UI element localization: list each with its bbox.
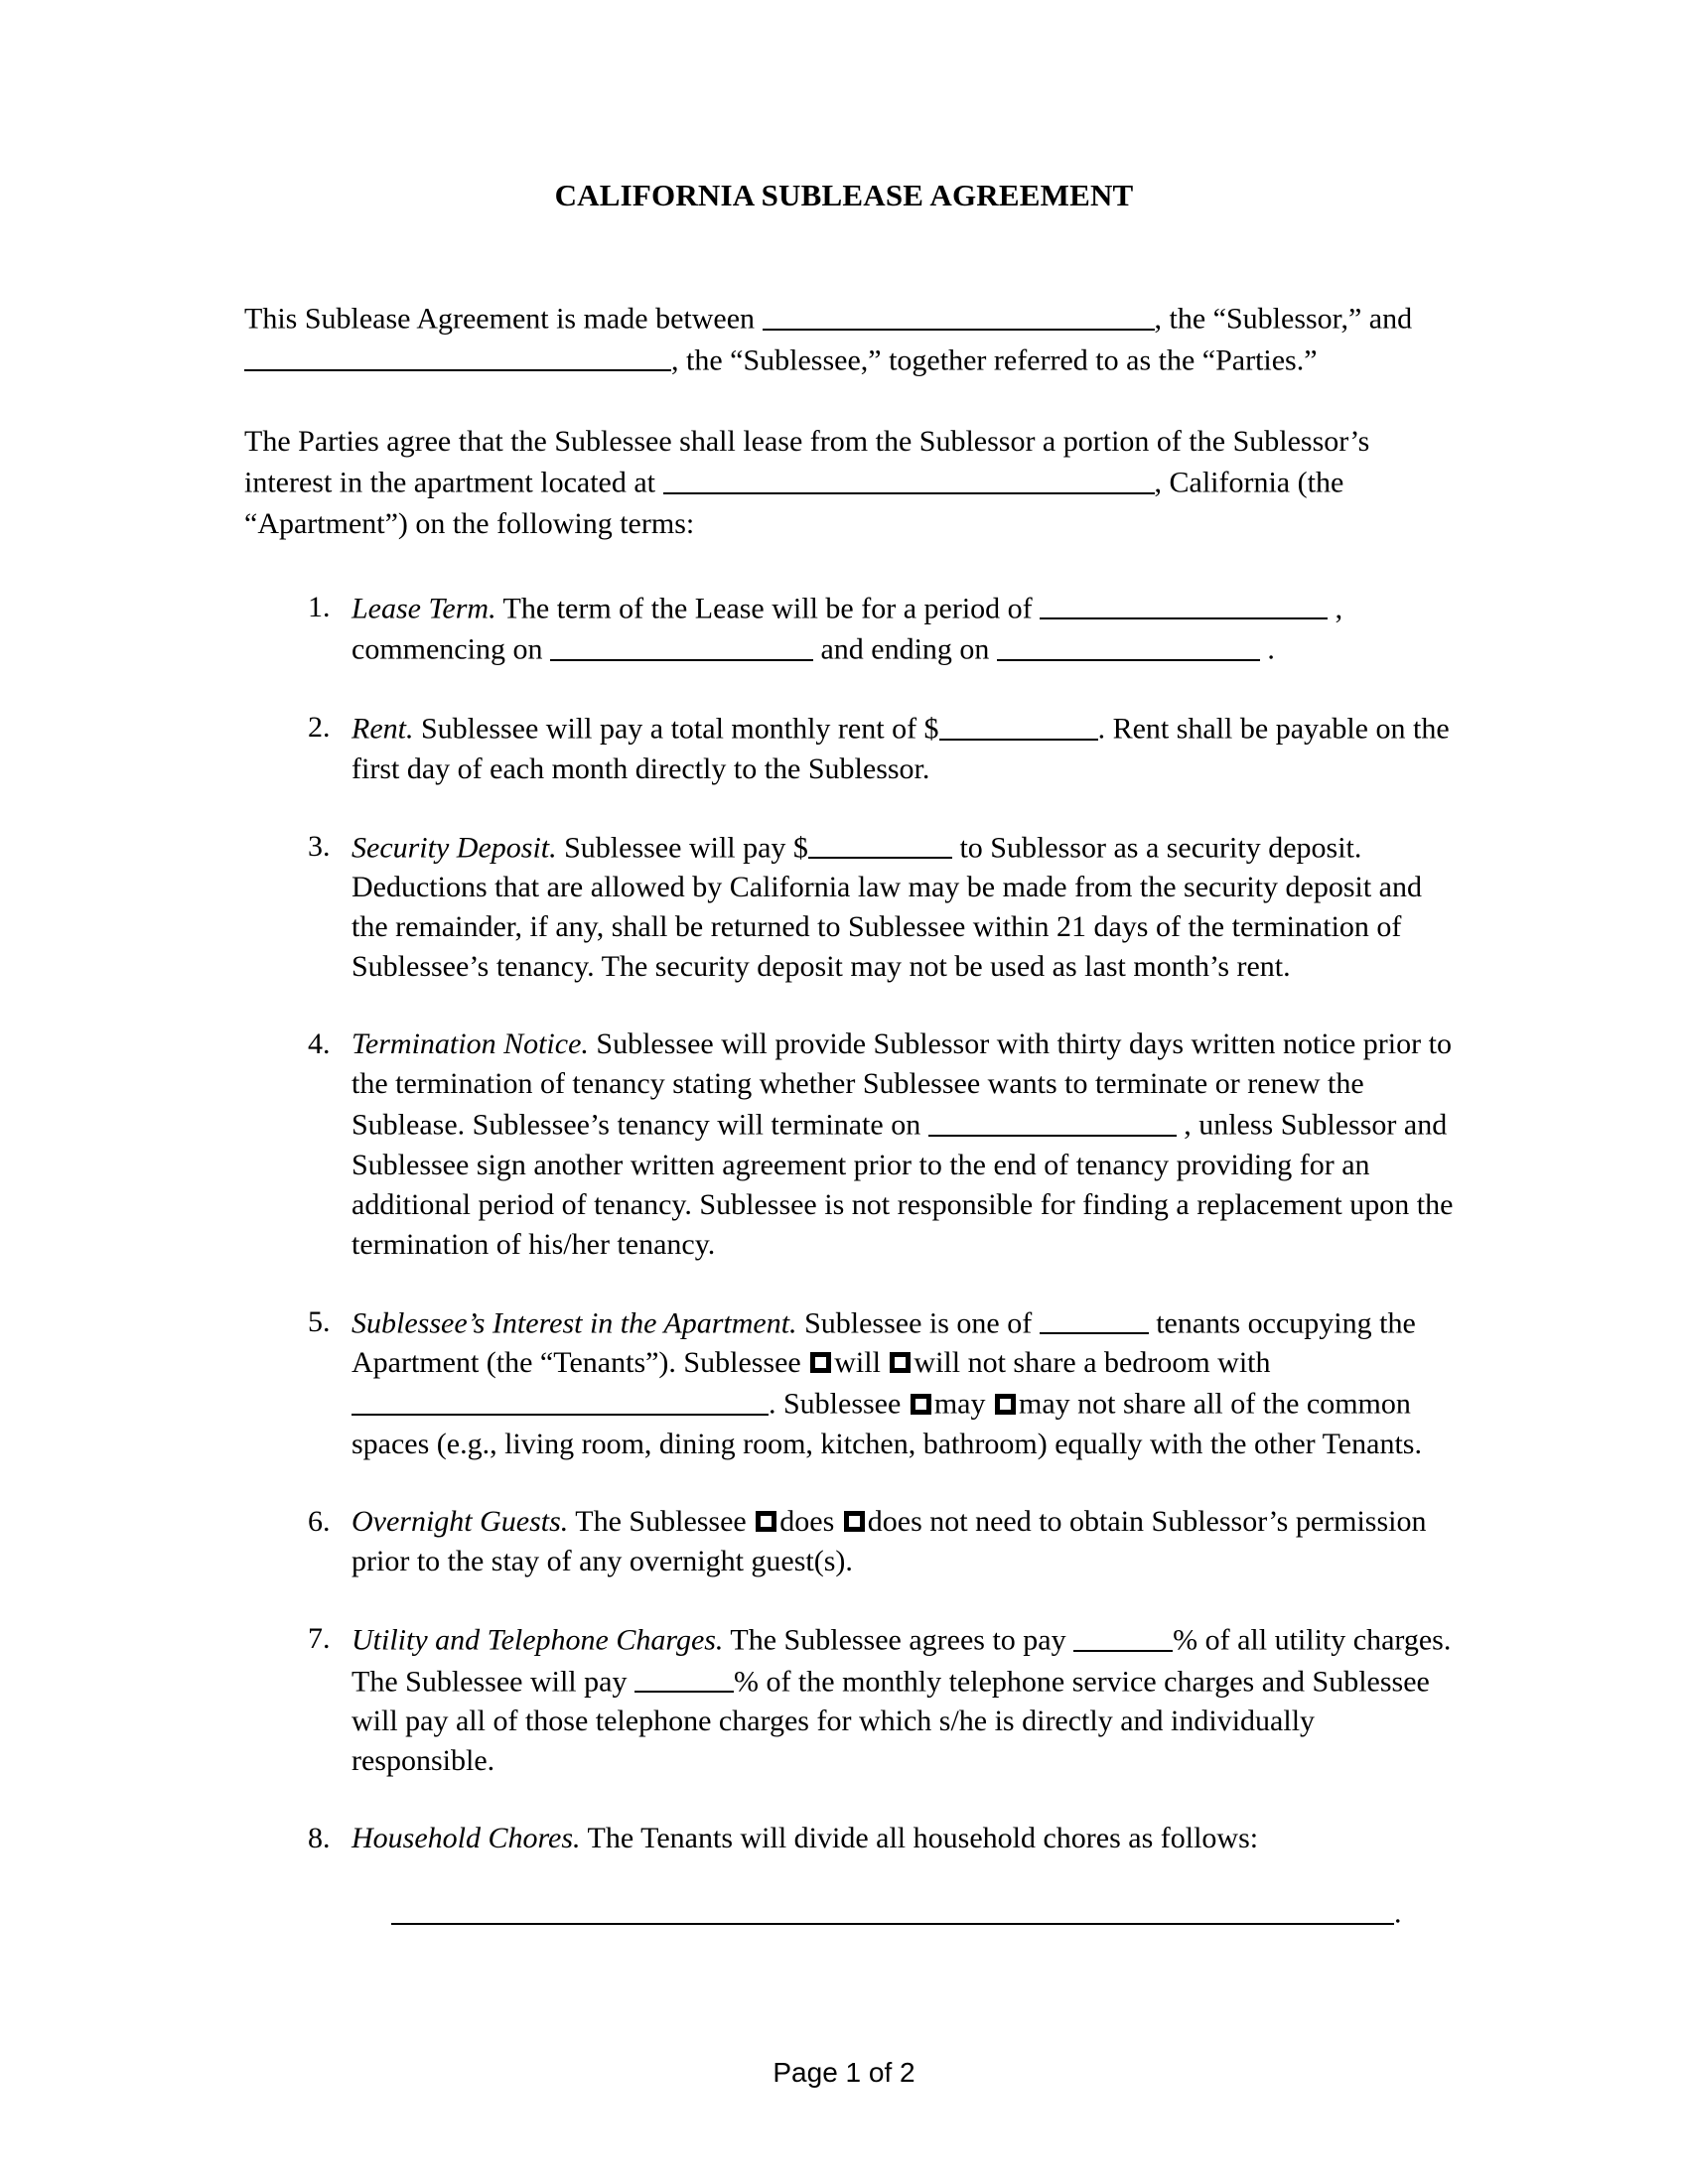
- intro-line2-text: and: [1368, 302, 1413, 336]
- checkbox-does-not-need-permission[interactable]: [844, 1511, 865, 1532]
- sublessee-name-blank[interactable]: [244, 340, 671, 372]
- paragraph-spacer: [244, 380, 1456, 421]
- checkbox-may-share-common-spaces[interactable]: [911, 1394, 931, 1415]
- term-heading-rent: Rent.: [352, 712, 414, 746]
- term-5-seg1: Sublessee is one of: [804, 1306, 1033, 1340]
- checkbox-does-need-permission[interactable]: [756, 1511, 776, 1532]
- term-6-seg1: The Sublessee: [575, 1504, 747, 1538]
- term-heading-lease-term: Lease Term.: [352, 592, 496, 625]
- apartment-address-blank[interactable]: [663, 462, 1155, 494]
- term-7-seg1: The Sublessee agrees to pay: [730, 1623, 1066, 1657]
- term-item-overnight-guests: [244, 1502, 1456, 1581]
- tenancy-termination-date-blank[interactable]: [928, 1104, 1177, 1137]
- term-1-seg5: .: [1267, 632, 1275, 666]
- term-heading-utility-telephone: Utility and Telephone Charges.: [352, 1623, 724, 1657]
- page-title: CALIFORNIA SUBLEASE AGREEMENT: [554, 177, 1134, 212]
- bedroom-share-with-blank[interactable]: [352, 1383, 769, 1416]
- term-5-seg3: . Sublessee: [769, 1387, 902, 1421]
- checkbox-will-not-share-bedroom[interactable]: [890, 1352, 911, 1373]
- term-5-seg2: tenants occupying the Apartment (the “Tenants”). Sublessee: [352, 1306, 1416, 1380]
- term-2-seg1: Sublessee will pay a total monthly rent of $: [420, 712, 939, 746]
- term-1-seg4: and ending on: [820, 632, 990, 666]
- term-7-seg2: % of all utility charges. The Sublessee will pay: [352, 1623, 1452, 1699]
- intro-paragraph: [244, 298, 1456, 380]
- intro-line1-text: This Sublease Agreement is made between: [244, 302, 756, 336]
- term-item-sublessee-interest: [244, 1302, 1456, 1464]
- sublessor-name-blank[interactable]: [763, 298, 1155, 331]
- page-footer: Page 1 of 2: [773, 2057, 915, 2088]
- term-item-utility-telephone: [244, 1619, 1456, 1781]
- security-deposit-amount-blank[interactable]: [808, 827, 952, 860]
- term-heading-security-deposit: Security Deposit.: [352, 831, 557, 865]
- term-item-security-deposit: [244, 827, 1456, 988]
- lease-start-date-blank[interactable]: [550, 628, 813, 661]
- term-2-seg2: . Rent shall be payable on the first day of each month directly to the Sublessor.: [352, 712, 1450, 785]
- term-1-seg3: commencing on: [352, 632, 543, 666]
- lease-period-blank[interactable]: [1040, 588, 1328, 620]
- term-1-seg1: The term of the Lease will be for a period of: [502, 592, 1033, 625]
- recital-paragraph: [244, 421, 1456, 544]
- checkbox-may-not-share-common-spaces[interactable]: [995, 1394, 1016, 1415]
- document-body: [244, 298, 1456, 1972]
- term-item-lease-term: [244, 588, 1456, 670]
- utility-percent-blank[interactable]: [1073, 1619, 1173, 1652]
- term-3-seg1: Sublessee will pay $: [564, 831, 808, 865]
- term-1-seg2: ,: [1335, 592, 1343, 625]
- term-4-seg1: Sublessee will provide Sublessor with thirty days written notice prior to the termination of tenancy stating whether Sublessee wants to terminate or renew the Sublease. Sublessee’s tenancy will terminate on: [352, 1027, 1452, 1142]
- recital-line1: The Parties agree that the Sublessee shall lease from the Sublessor a portion of the: [244, 425, 1226, 459]
- intro-line1-tail: , the “Sublessor,”: [1154, 302, 1362, 336]
- monthly-rent-amount-blank[interactable]: [939, 708, 1098, 741]
- term-item-household-chores: [244, 1819, 1456, 1934]
- term-heading-household-chores: Household Chores.: [352, 1822, 581, 1855]
- telephone-percent-blank[interactable]: [634, 1661, 734, 1694]
- terms-list: [244, 588, 1456, 1934]
- recital-line2-head: Sublessor’s interest in the apartment located at: [244, 425, 1370, 499]
- term-5-option-may: may: [933, 1387, 986, 1421]
- intro-line2-tail: , the “Sublessee,” together referred to as the “Parties.”: [671, 343, 1318, 377]
- term-3-seg2: to Sublessor as a security deposit. Deductions that are allowed by California law may be made from the security deposit and the remainder, if any, shall be returned to Sublessee within 21 days of the termination of Sublessee’s tenancy. The security deposit may not be used as last month’s rent.: [352, 831, 1422, 984]
- term-6-option-does-not: does not need to obtain Sublessor’s permission prior to the stay of any overnight guest(s).: [352, 1504, 1427, 1577]
- term-4-seg2: , unless Sublessor and Sublessee sign another written agreement prior to the end of tenancy providing for an additional period of tenancy. Sublessee is not responsible for finding a replacement upon the termination of his/her tenancy.: [352, 1108, 1454, 1261]
- term-heading-overnight-guests: Overnight Guests.: [352, 1504, 569, 1538]
- checkbox-will-share-bedroom[interactable]: [810, 1352, 831, 1373]
- term-8-seg2: .: [1394, 1896, 1402, 1930]
- tenant-count-blank[interactable]: [1040, 1302, 1149, 1335]
- term-5-option-will-not: will not share a bedroom with: [914, 1346, 1271, 1380]
- lease-end-date-blank[interactable]: [997, 628, 1260, 661]
- term-heading-termination-notice: Termination Notice.: [352, 1027, 589, 1061]
- term-heading-sublessee-interest: Sublessee’s Interest in the Apartment.: [352, 1306, 797, 1340]
- term-6-option-does: does: [779, 1504, 835, 1538]
- chores-answer-row: [352, 1892, 1456, 1934]
- term-5-option-will: will: [834, 1346, 881, 1380]
- term-item-rent: [244, 708, 1456, 789]
- term-item-termination-notice: [244, 1024, 1456, 1265]
- term-7-seg3: % of the monthly telephone service charges and Sublessee will pay all of those telephone charges for which s/he is directly and individually responsible.: [352, 1665, 1430, 1778]
- recital-line3: California (the “Apartment”) on the following terms:: [244, 466, 1344, 540]
- term-8-seg1: The Tenants will divide all household chores as follows:: [587, 1822, 1259, 1855]
- household-chores-blank[interactable]: [391, 1892, 1394, 1925]
- term-5-option-may-not: may not share all of the common spaces (e.g., living room, dining room, kitchen, bathroom) equally with the other Tenants.: [352, 1387, 1422, 1460]
- recital-line2-tail: ,: [1154, 466, 1162, 499]
